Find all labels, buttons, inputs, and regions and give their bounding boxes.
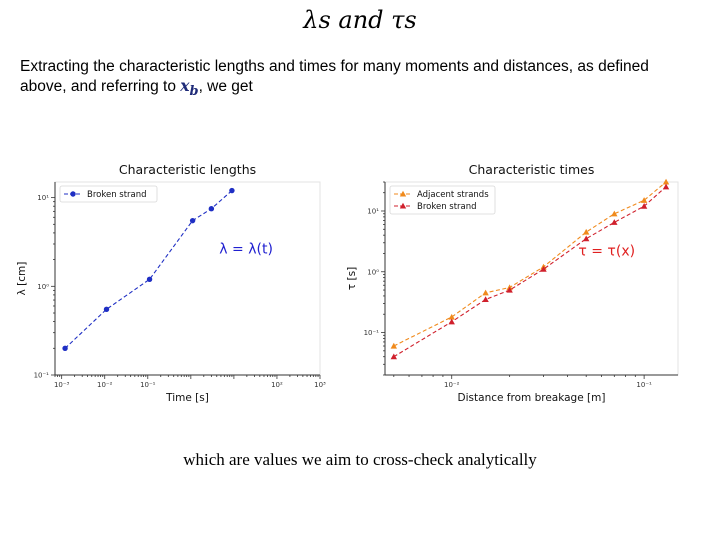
intro-text-after: , we get	[198, 78, 253, 95]
y-axis-label: λ [cm]	[16, 261, 28, 296]
y-tick-label: 10¹	[37, 194, 49, 203]
legend	[60, 186, 157, 202]
data-point	[190, 218, 195, 223]
legend	[390, 186, 495, 214]
footer-text: which are values we aim to cross-check analytically	[183, 450, 537, 469]
data-point	[147, 277, 152, 282]
x-tick-label: 10⁻²	[97, 381, 113, 389]
y-tick-label: 10⁰	[367, 268, 379, 277]
chart-annotation: λ = λ(t)	[219, 241, 273, 258]
y-tick-label: 10⁻¹	[363, 329, 379, 338]
y-axis-label: τ [s]	[346, 266, 358, 291]
characteristic-times-chart	[346, 155, 720, 415]
plot-frame	[55, 182, 320, 375]
x-tick-label: 10⁻²	[444, 381, 460, 389]
x-tick-label: 10⁻¹	[636, 381, 652, 389]
data-point	[209, 206, 214, 211]
intro-text-before: Extracting the characteristic lengths and times for many moments and distances, as defined above, and referring to	[20, 58, 649, 95]
y-tick-label: 10⁻¹	[33, 371, 49, 380]
legend-entry: Broken strand	[417, 202, 477, 212]
xb-symbol-base: x	[180, 76, 190, 95]
data-point	[62, 346, 67, 351]
x-tick-label: 10²	[271, 381, 283, 389]
y-tick-label: 10¹	[367, 207, 379, 216]
xb-symbol	[180, 76, 199, 100]
legend-entry: Broken strand	[87, 190, 147, 200]
chart-annotation: τ = τ(x)	[578, 243, 636, 260]
x-axis-label: Distance from breakage [m]	[457, 392, 606, 404]
legend-entry: Adjacent strands	[417, 190, 489, 200]
data-point	[104, 307, 109, 312]
x-tick-label: 10⁻¹	[140, 381, 156, 389]
slide-title: λs and τs	[303, 6, 417, 34]
chart-title: Characteristic times	[468, 162, 595, 177]
x-tick-label: 10⁻³	[53, 381, 70, 389]
legend-marker	[70, 191, 75, 196]
chart-title: Characteristic lengths	[118, 162, 257, 177]
x-axis-label: Time [s]	[166, 392, 209, 404]
xb-symbol-subscript: b	[189, 84, 199, 100]
data-point	[229, 188, 234, 193]
intro-text	[20, 57, 660, 101]
y-tick-label: 10⁰	[37, 282, 49, 291]
characteristic-lengths-chart	[0, 155, 360, 415]
x-tick-label: 10³	[314, 381, 326, 389]
